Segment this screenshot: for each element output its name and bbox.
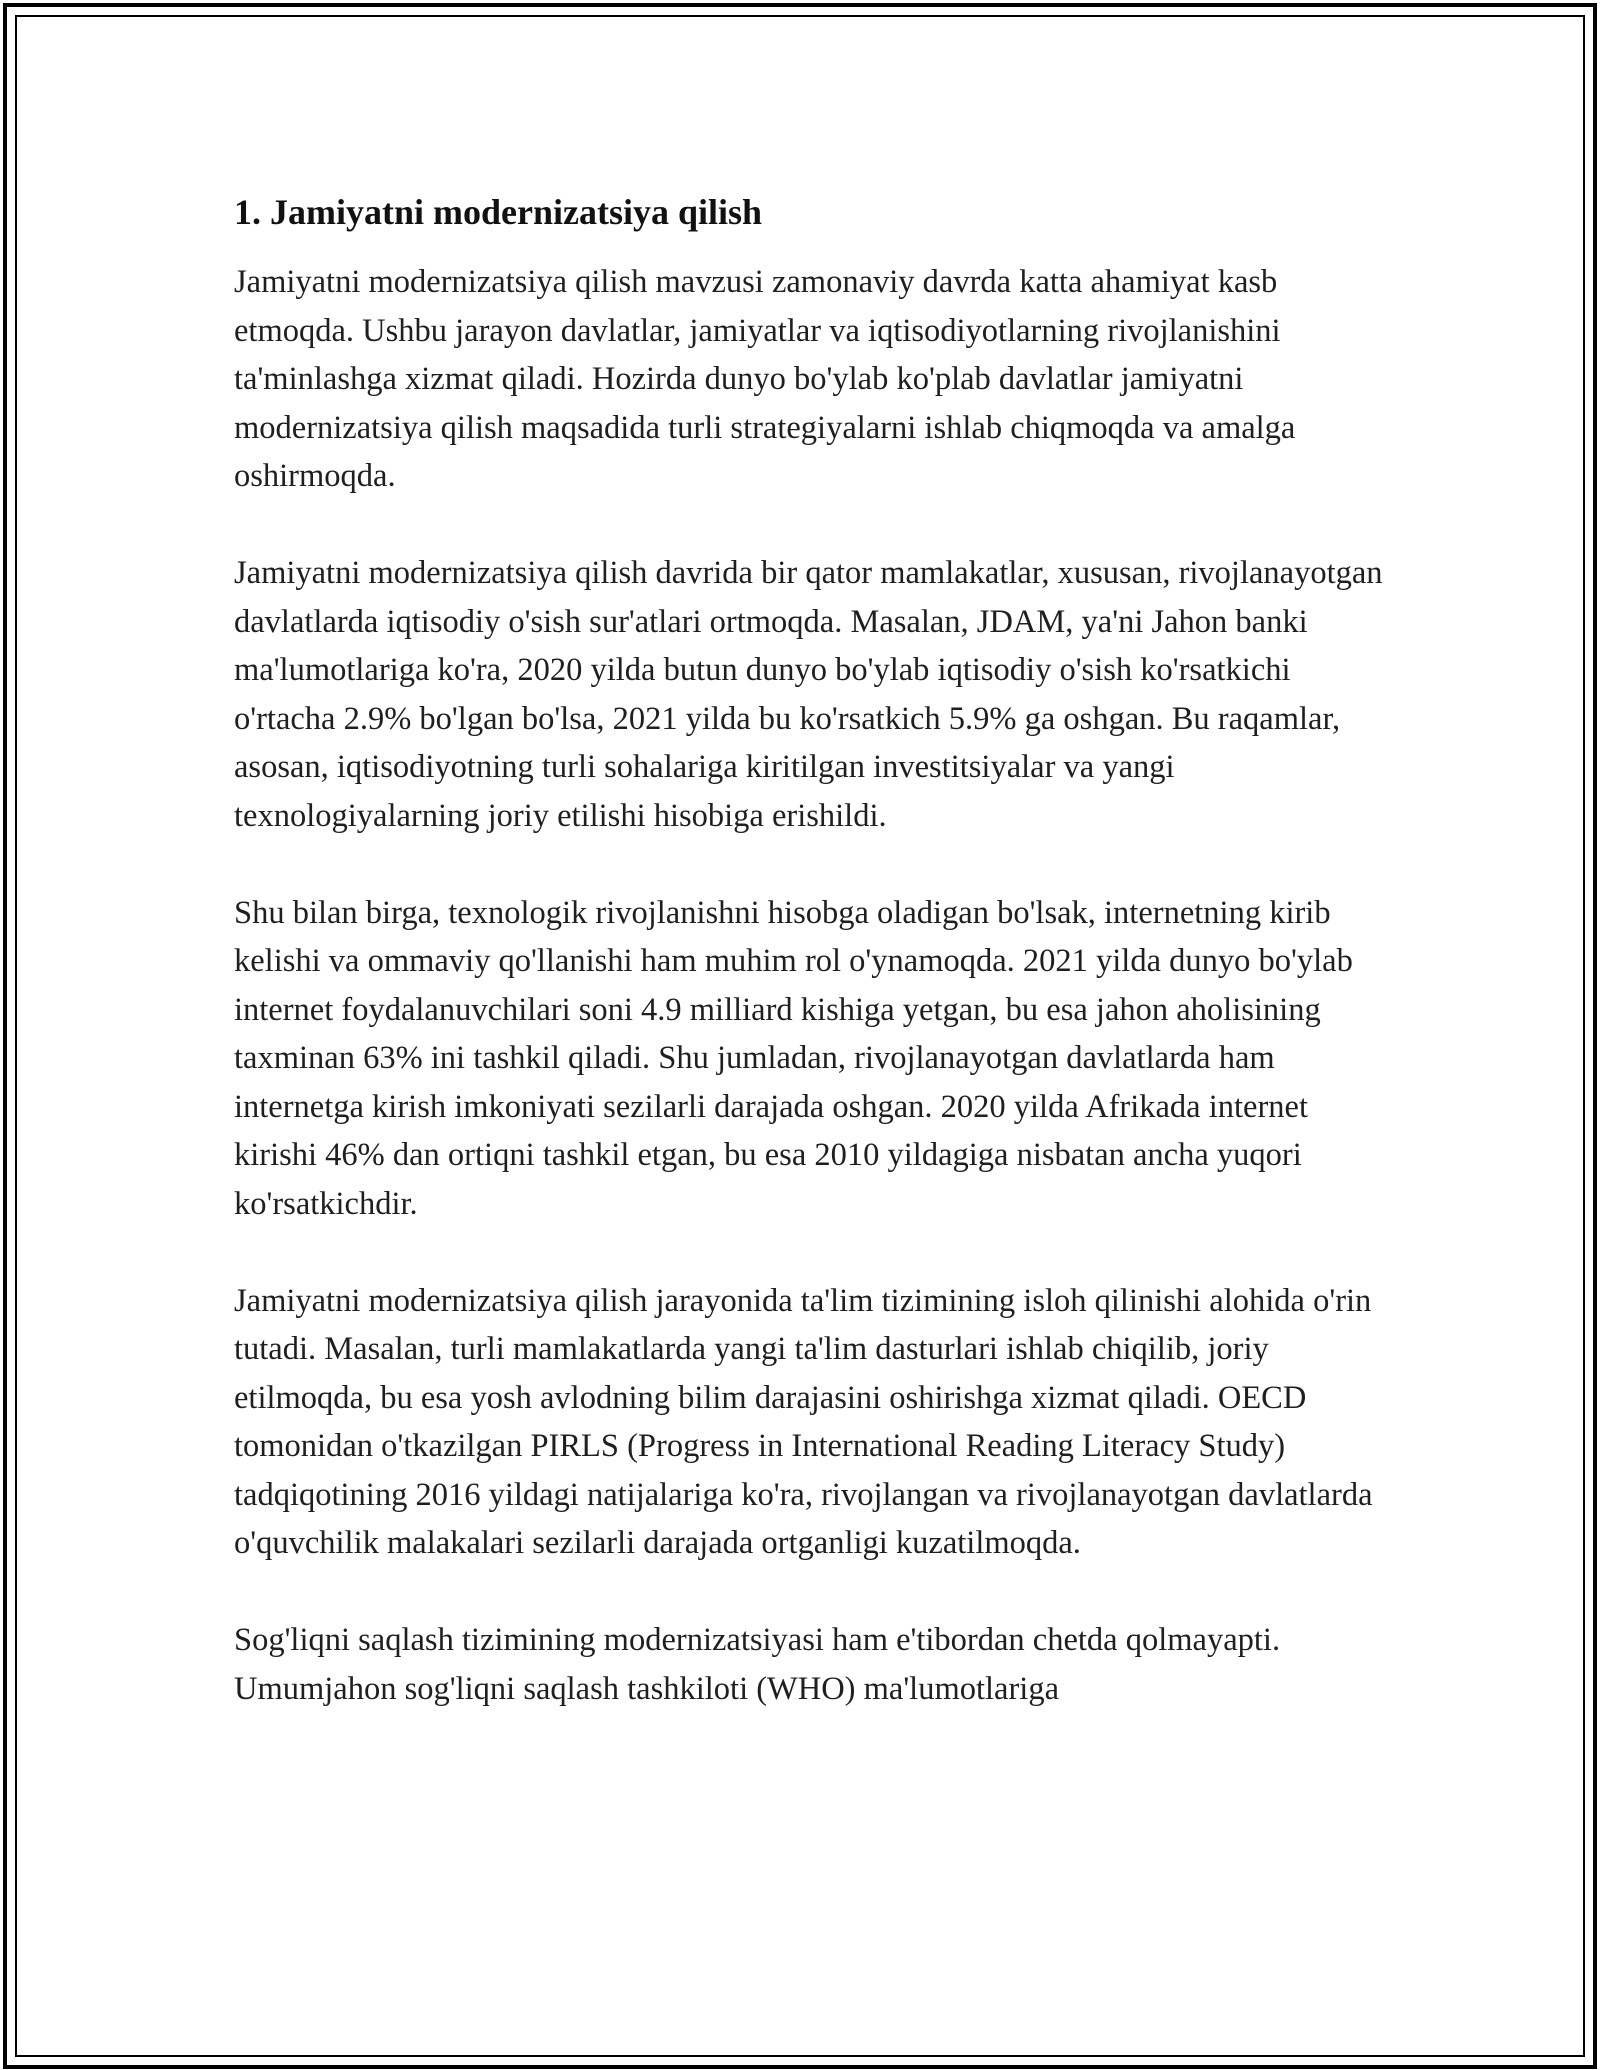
paragraph-4: Jamiyatni modernizatsiya qilish jarayonida ta'lim tizimining isloh qilinishi alohida o'rin tutadi. Masalan, turli mamlakatlarda yangi ta'lim dasturlari ishlab chiqilib, joriy etilmoqda, bu esa yosh avlodning bilim darajasini oshirishga xizmat qiladi. OECD tomonidan o'tkazilgan PIRLS (Progress in International Reading Literacy Study) tadqiqotining 2016 yildagi natijalariga ko'ra, rivojlangan va rivojlanayotgan davlatlarda o'quvchilik malakalari sezilarli darajada ortganligi kuzatilmoqda. (234, 1282, 1373, 1561)
section-heading: 1. Jamiyatni modernizatsiya qilish (234, 192, 763, 232)
paragraph-3: Shu bilan birga, texnologik rivojlanishni hisobga oladigan bo'lsak, internetning kirib kelishi va ommaviy qo'llanishi ham muhim rol o'ynamoqda. 2021 yilda dunyo bo'ylab internet foydalanuvchilari soni 4.9 milliard kishiga yetgan, bu esa jahon aholisining taxminan 63% ini tashkil qiladi. Shu jumladan, rivojlanayotgan davlatlarda ham internetga kirish imkoniyati sezilarli darajada oshgan. 2020 yilda Afrikada internet kirishi 46% dan ortiqni tashkil etgan, bu esa 2010 yildagiga nisbatan ancha yuqori ko'rsatkichdir. (234, 894, 1353, 1222)
paragraph-2: Jamiyatni modernizatsiya qilish davrida bir qator mamlakatlar, xususan, rivojlanayotgan davlatlarda iqtisodiy o'sish sur'atlari ortmoqda. Masalan, JDAM, ya'ni Jahon banki ma'lumotlariga ko'ra, 2020 yilda butun dunyo bo'ylab iqtisodiy o'sish ko'rsatkichi o'rtacha 2.9% bo'lgan bo'lsa, 2021 yilda bu ko'rsatkich 5.9% ga oshgan. Bu raqamlar, asosan, iqtisodiyotning turli sohalariga kiritilgan investitsiyalar va yangi texnologiyalarning joriy etilishi hisobiga erishildi. (234, 555, 1383, 834)
paragraph-1: Jamiyatni modernizatsiya qilish mavzusi zamonaviy davrda katta ahamiyat kasb etmoqda. Ushbu jarayon davlatlar, jamiyatlar va iqtisodiyotlarning rivojlanishini ta'minlashga xizmat qiladi. Hozirda dunyo bo'ylab ko'plab davlatlar jamiyatni modernizatsiya qilish maqsadida turli strategiyalarni ishlab chiqmoqda va amalga oshirmoqda. (234, 264, 1296, 494)
document-body (234, 188, 1384, 1713)
paragraph-5: Sog'liqni saqlash tizimining modernizatsiyasi ham e'tibordan chetda qolmayapti. Umumjahon sog'liqni saqlash tashkiloti (WHO) ma'lumotlariga (234, 1622, 1281, 1707)
